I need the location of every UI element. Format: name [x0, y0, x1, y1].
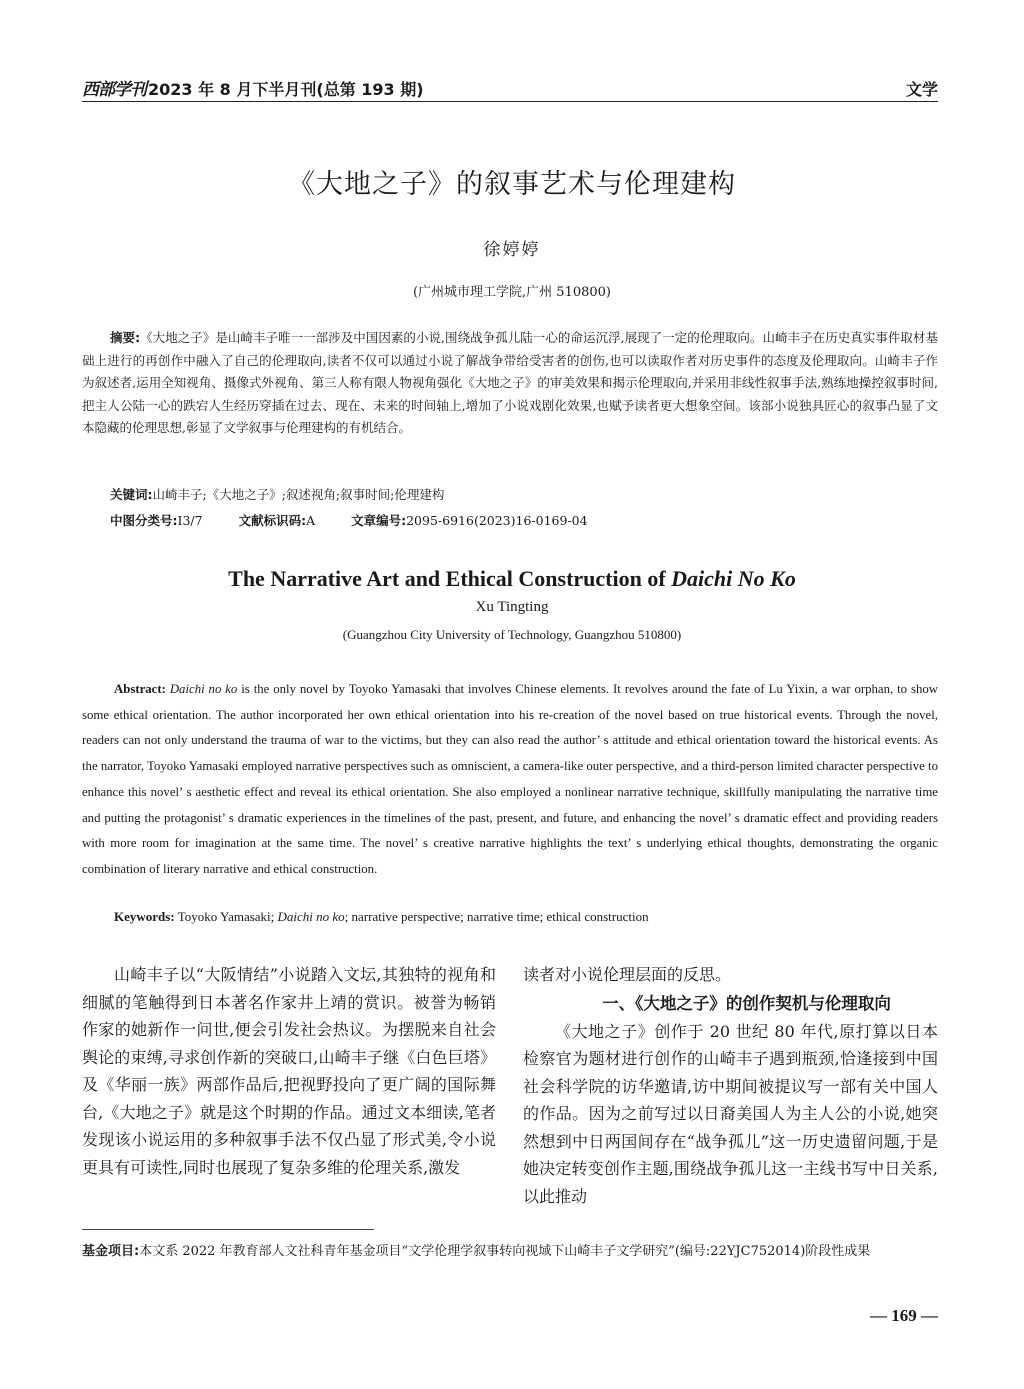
chinese-keywords [82, 484, 938, 507]
body-paragraph-continued: 读者对小说伦理层面的反思。 [523, 965, 732, 984]
article-number: 文章编号:2095-6916(2023)16-0169-04 [351, 513, 588, 528]
english-title-italic: Daichi No Ko [671, 566, 796, 591]
chinese-keywords-label: 关键词: [110, 487, 153, 502]
english-title: The Narrative Art and Ethical Construction of Daichi No Ko [228, 566, 796, 591]
chinese-abstract-label: 摘要: [110, 330, 141, 345]
funding-text: 本文系 2022 年教育部人文社科青年基金项目“文学伦理学叙事转向视域下山崎丰子文学研究”(编号:22YJC752014)阶段性成果 [139, 1244, 871, 1259]
document-code: 文献标识码:A [238, 513, 316, 528]
section-name: 文学 [905, 80, 938, 99]
english-keywords-label: Keywords: [114, 909, 175, 924]
header-left [82, 75, 424, 100]
classification-line [82, 510, 938, 533]
chinese-title: 《大地之子》的叙事艺术与伦理建构 [288, 169, 736, 200]
chinese-author: 徐婷婷 [483, 240, 541, 260]
page-number: — 169 — [870, 1306, 938, 1325]
chinese-abstract [82, 327, 938, 440]
chinese-keywords-text: 山崎丰子;《大地之子》;叙述视角;叙事时间;伦理建构 [152, 487, 445, 502]
english-affiliation: (Guangzhou City University of Technology, Guangzhou 510800) [342, 627, 682, 642]
body-column-right [523, 961, 938, 1210]
funding-footnote [82, 1240, 938, 1263]
section-heading: 一、《大地之子》的创作契机与伦理取向 [602, 993, 891, 1013]
english-abstract-text: is the only novel by Toyoko Yamasaki that involves Chinese elements. It revolves around the fate of Lu Yixin, a war orphan, to show some ethical orientation. The author incorporated her own ethical orientation into his re-creation of the novel based on true historical events. Through the novel, readers can not only understand the trauma of war to the victims, but they can also read the author’ s attitude and ethical orientation toward the historical events. As the narrator, Toyoko Yamasaki employed narrative perspectives such as omniscient, a camera-like outer perspective, and a third-person limited character perspective to enhance this novel’ s aesthetic effect and reveal its ethical orientation. She also employed a nonlinear narrative technique, skillfully manipulating the narrative time and putting the protagonist’ s dramatic experiences in the timelines of the past, present, and future, and enhancing the novel’ s dramatic effect and providing readers with more room for imagination at the same time. The novel’ s creative narrative highlights the text’ s underlying ethical thoughts, demonstrating the organic combination of literary narrative and ethical construction. [82, 682, 938, 876]
clc-code: 中图分类号:I3/7 [110, 513, 203, 528]
body-paragraph: 《大地之子》创作于 20 世纪 80 年代,原打算以日本检察官为题材进行创作的山崎丰子遇到瓶颈,恰逢接到中国社会科学院的访华邀请,访中期间被提议写一部有关中国人的作品。因为之前写过以日裔美国人为主人公的小说,她突然想到中日两国间存在“战争孤儿”这一历史遗留问题,于是她决定转变创作主题,围绕战争孤儿这一主线书写中日关系,以此推动 [523, 1021, 938, 1206]
funding-label: 基金项目: [82, 1244, 140, 1259]
running-header [82, 70, 938, 100]
footnote-rule [82, 1229, 374, 1230]
issue-info: 2023 年 8 月下半月刊(总第 193 期) [148, 80, 424, 99]
english-abstract-label: Abstract: [114, 682, 166, 696]
english-abstract [82, 677, 938, 883]
english-keywords: Keywords: Toyoko Yamasaki; Daichi no ko; narrative perspective; narrative time; ethical construction [114, 909, 649, 924]
journal-logo: 西部学刊 [82, 80, 146, 100]
english-author: Xu Tingting [475, 599, 549, 615]
chinese-affiliation: (广州城市理工学院,广州 510800) [412, 285, 612, 300]
chinese-abstract-text: 《大地之子》是山崎丰子唯一一部涉及中国因素的小说,围绕战争孤儿陆一心的命运沉浮,展现了一定的伦理取向。山崎丰子在历史真实事件取材基础上进行的再创作中融入了自己的伦理取向,读者不仅可以通过小说了解战争带给受害者的创伤,也可以读取作者对历史事件的态度及伦理取向。山崎丰子作为叙述者,运用全知视角、摄像式外视角、第三人称有限人物视角强化《大地之子》的审美效果和揭示伦理取向,并采用非线性叙事手法,熟练地操控叙事时间,把主人公陆一心的跌宕人生经历穿插在过去、现在、未来的时间轴上,增加了小说戏剧化效果,也赋予读者更大想象空间。该部小说独具匠心的叙事凸显了文本隐藏的伦理思想,彰显了文学叙事与伦理建构的有机结合。 [82, 330, 938, 435]
body-paragraph: 山崎丰子以“大阪情结”小说踏入文坛,其独特的视角和细腻的笔触得到日本著名作家井上靖的赏识。被誉为畅销作家的她新作一问世,便会引发社会热议。为摆脱来自社会舆论的束缚,寻求创作新的突破口,山崎丰子继《白色巨塔》及《华丽一族》两部作品后,把视野投向了更广阔的国际舞台,《大地之子》就是这个时期的作品。通过文本细读,笔者发现该小说运用的多种叙事手法不仅凸显了形式美,令小说更具有可读性,同时也展现了复杂多维的伦理关系,激发 [82, 965, 496, 1177]
english-abstract-italic: Daichi no ko [169, 682, 238, 696]
body-column-left [82, 961, 496, 1181]
header-rule [82, 101, 938, 102]
